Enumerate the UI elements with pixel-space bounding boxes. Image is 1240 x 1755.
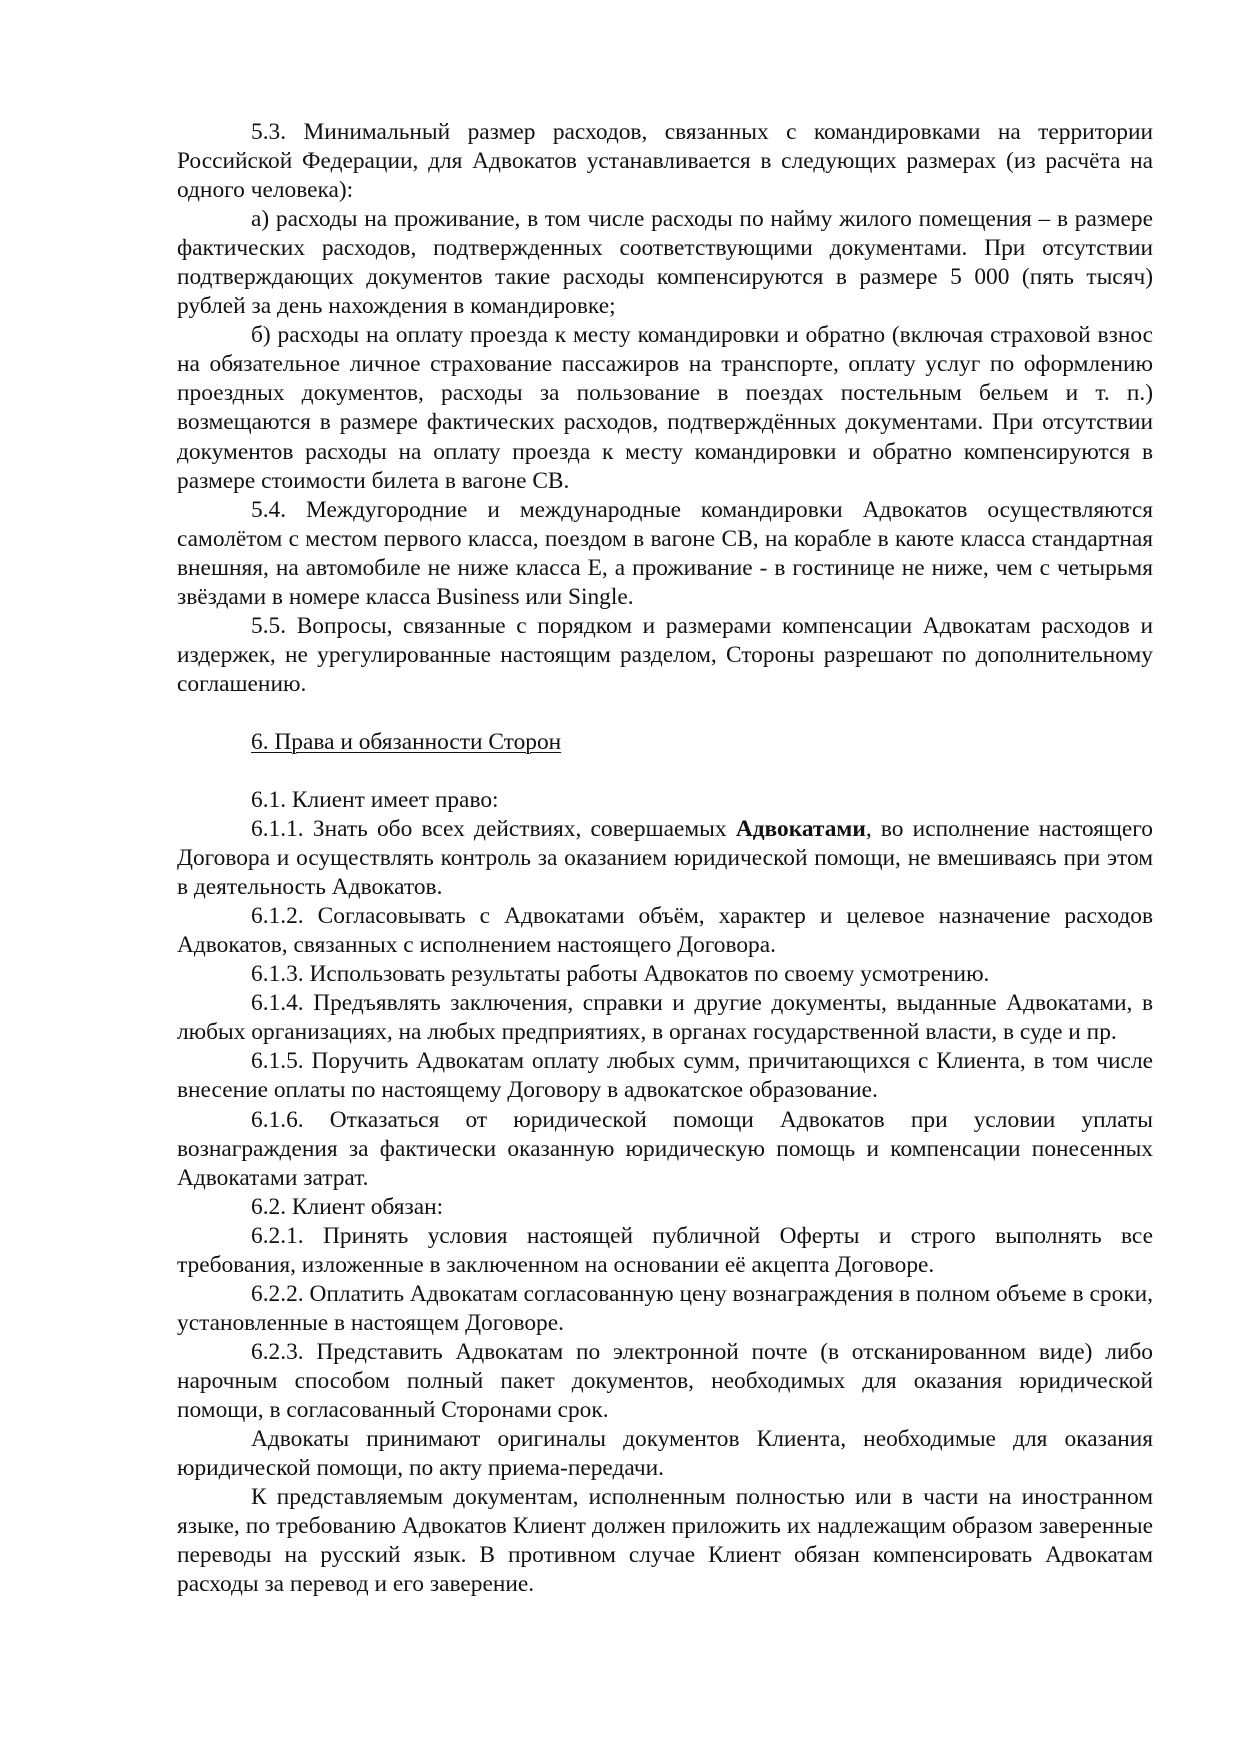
- clause-6-1-1-bold-term: Адвокатами: [735, 816, 866, 843]
- clause-5-4: 5.4. Междугородние и международные командировки Адвокатов осуществляются самолётом с местом первого класса, поездом в вагоне СВ, на корабле в каюте класса стандартная внешняя, на автомобиле не ниже класса Е, а проживание - в гостинице не ниже, чем с четырьмя звёздами в номере класса Business или Single.: [177, 496, 1153, 610]
- paragraph-originals: Адвокаты принимают оригиналы документов Клиента, необходимые для оказания юридической помощи, по акту приема-передачи.: [177, 1426, 1153, 1482]
- clause-6-1-6: 6.1.6. Отказаться от юридической помощи Адвокатов при условии уплаты вознаграждения за фактически оказанную юридическую помощь и компенсации понесенных Адвокатами затрат.: [177, 1106, 1153, 1191]
- clause-5-3-a: а) расходы на проживание, в том числе расходы по найму жилого помещения – в размере фактических расходов, подтвержденных соответствующими документами. При отсутствии подтверждающих документов такие расходы компенсируются в размере 5 000 (пять тысяч) рублей за день нахождения в командировке;: [177, 206, 1153, 320]
- clause-6-1: 6.1. Клиент имеет право:: [251, 786, 499, 813]
- clause-6-1-1-text-end: , во исполнение настоящего Договора и осуществлять контроль за оказанием юридической помощи, не вмешиваясь при этом в деятельность Адвокатов.: [177, 816, 1153, 901]
- document-page: [177, 118, 1153, 1599]
- clause-5-5: 5.5. Вопросы, связанные с порядком и размерами компенсации Адвокатам расходов и издержек, не урегулированные настоящим разделом, Стороны разрешают по дополнительному соглашению.: [177, 612, 1153, 697]
- clause-6-1-3: 6.1.3. Использовать результаты работы Адвокатов по своему усмотрению.: [251, 961, 990, 988]
- clause-6-1-1-text-start: 6.1.1. Знать обо всех действиях, совершаемых: [251, 816, 736, 843]
- clause-5-3-b: б) расходы на оплату проезда к месту командировки и обратно (включая страховой взнос на обязательное личное страхование пассажиров на транспорте, оплату услуг по оформлению проездных документов, расходы за пользование в поездах постельным бельем и т. п.) возмещаются в размере фактических расходов, подтверждённых документами. При отсутствии документов расходы на оплату проезда к месту командировки и обратно компенсируются в размере стоимости билета в вагоне СВ.: [177, 322, 1153, 494]
- spacer: [177, 699, 1153, 728]
- clause-6-1-1: [177, 815, 1153, 902]
- clause-5-3: 5.3. Минимальный размер расходов, связанных с командировками на территории Российской Федерации, для Адвокатов устанавливается в следующих размерах (из расчёта на одного человека):: [177, 119, 1153, 204]
- spacer: [177, 757, 1153, 786]
- clause-6-2: 6.2. Клиент обязан:: [251, 1193, 444, 1220]
- clause-6-2-3: 6.2.3. Представить Адвокатам по электронной почте (в отсканированном виде) либо нарочным способом полный пакет документов, необходимых для оказания юридической помощи, в согласованный Сторонами срок.: [177, 1338, 1153, 1423]
- clause-6-2-1: 6.2.1. Принять условия настоящей публичной Оферты и строго выполнять все требования, изложенные в заключенном на основании её акцепта Договоре.: [177, 1222, 1153, 1278]
- clause-6-2-2: 6.2.2. Оплатить Адвокатам согласованную цену вознаграждения в полном объеме в сроки, установленные в настоящем Договоре.: [177, 1280, 1153, 1336]
- section-6-heading: 6. Права и обязанности Сторон: [251, 728, 562, 755]
- clause-6-1-5: 6.1.5. Поручить Адвокатам оплату любых сумм, причитающихся с Клиента, в том числе внесение оплаты по настоящему Договору в адвокатское образование.: [177, 1048, 1153, 1104]
- paragraph-translations: К представляемым документам, исполненным полностью или в части на иностранном языке, по требованию Адвокатов Клиент должен приложить их надлежащим образом заверенные переводы на русский язык. В противном случае Клиент обязан компенсировать Адвокатам расходы за перевод и его заверение.: [177, 1484, 1153, 1598]
- clause-6-1-4: 6.1.4. Предъявлять заключения, справки и другие документы, выданные Адвокатами, в любых организациях, на любых предприятиях, в органах государственной власти, в суде и пр.: [177, 990, 1153, 1046]
- clause-6-1-2: 6.1.2. Согласовывать с Адвокатами объём, характер и целевое назначение расходов Адвокатов, связанных с исполнением настоящего Договора.: [177, 903, 1153, 959]
